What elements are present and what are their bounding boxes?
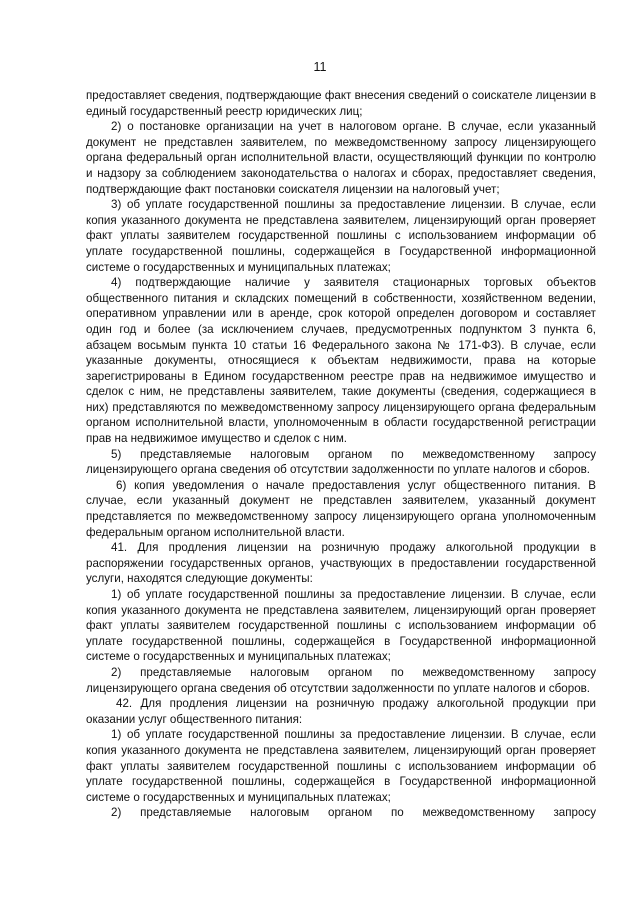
list-item-6-catering-notice: 6) копия уведомления о начале предоставления услуг общественного питания. В случае, если указанный документ не представлен заявителем, указанный документ представляется по межведомственному запросу лицензирующего органа уполномоченным федеральным органом исполнительной власти. [86,478,596,539]
list-item-2-tax-registration: 2) о постановке организации на учет в налоговом органе. В случае, если указанный документ не представлен заявителем, по межведомственному запросу лицензирующего органа федеральный орган исполнительной власти, осуществляющий функции по контролю и надзору за соблюдением законодательства о налогах и сборах, предоставляет сведения, подтверждающие факт постановки соискателя лицензии на налоговый учет; [86,120,596,196]
section-41-item-2: 2) представляемые налоговым органом по межведомственному запросу лицензирующего органа сведения об отсутствии задолженности по уплате налогов и сборов. [86,665,596,695]
list-item-3-state-fee: 3) об уплате государственной пошлины за предоставление лицензии. В случае, если копия указанного документа не представлена заявителем, лицензирующий орган проверяет факт уплаты заявителем государственной пошлины с использованием информации об уплате государственной пошлины, содержащейся в Государственной информационной системе о государственных и муниципальных платежах; [86,198,596,274]
section-42-item-2: 2) представляемые налоговым органом по межведомственному запросу [111,806,596,820]
document-body [86,88,596,821]
section-42-paragraph: 42. Для продления лицензии на розничную продажу алкогольной продукции при оказании услуг общественного питания: [86,697,596,726]
section-42-item-1: 1) об уплате государственной пошлины за предоставление лицензии. В случае, если копия указанного документа не представлена заявителем, лицензирующий орган проверяет факт уплаты заявителем государственной пошлины с использованием информации об уплате государственной пошлины, содержащейся в Государственной информационной системе о государственных и муниципальных платежах; [86,728,596,804]
list-item-4-trade-objects: 4) подтверждающие наличие у заявителя стационарных торговых объектов общественного питания и складских помещений в собственности, хозяйственном ведении, оперативном управлении или в аренде, срок которой определен договором и составляет один год и более (за исключением случаев, предусмотренных подпунктом 3 пункта 6, абзацем восьмым пункта 10 статьи 16 Федерального закона № 171-ФЗ). В случае, если указанные документы, относящиеся к объектам недвижимости, права на которые зарегистрированы в Едином государственном реестре прав на недвижимое имущество и сделок с ним, не представлены заявителем, такие документы (сведения, содержащиеся в них) представляются по межведомственному запросу лицензирующего органа федеральным органом исполнительной власти, уполномоченным в области государственной регистрации прав на недвижимое имущество и сделок с ним. [86,276,596,446]
page-number: 11 [313,60,327,74]
list-item-5-tax-debt: 5) представляемые налоговым органом по межведомственному запросу лицензирующего органа сведения об отсутствии задолженности по уплате налогов и сборов. [86,447,596,477]
section-41-item-1: 1) об уплате государственной пошлины за предоставление лицензии. В случае, если копия указанного документа не представлена заявителем, лицензирующий орган проверяет факт уплаты заявителем государственной пошлины с использованием информации об уплате государственной пошлины, содержащейся в Государственной информационной системе о государственных и муниципальных платежах; [86,588,596,664]
section-41-paragraph: 41. Для продления лицензии на розничную продажу алкогольной продукции в распоряжении государственных органов, участвующих в предоставлении государственной услуги, находятся следующие документы: [86,541,596,586]
paragraph-continuation: предоставляет сведения, подтверждающие факт внесения сведений о соискателе лицензии в единый государственный реестр юридических лиц; [86,89,596,118]
